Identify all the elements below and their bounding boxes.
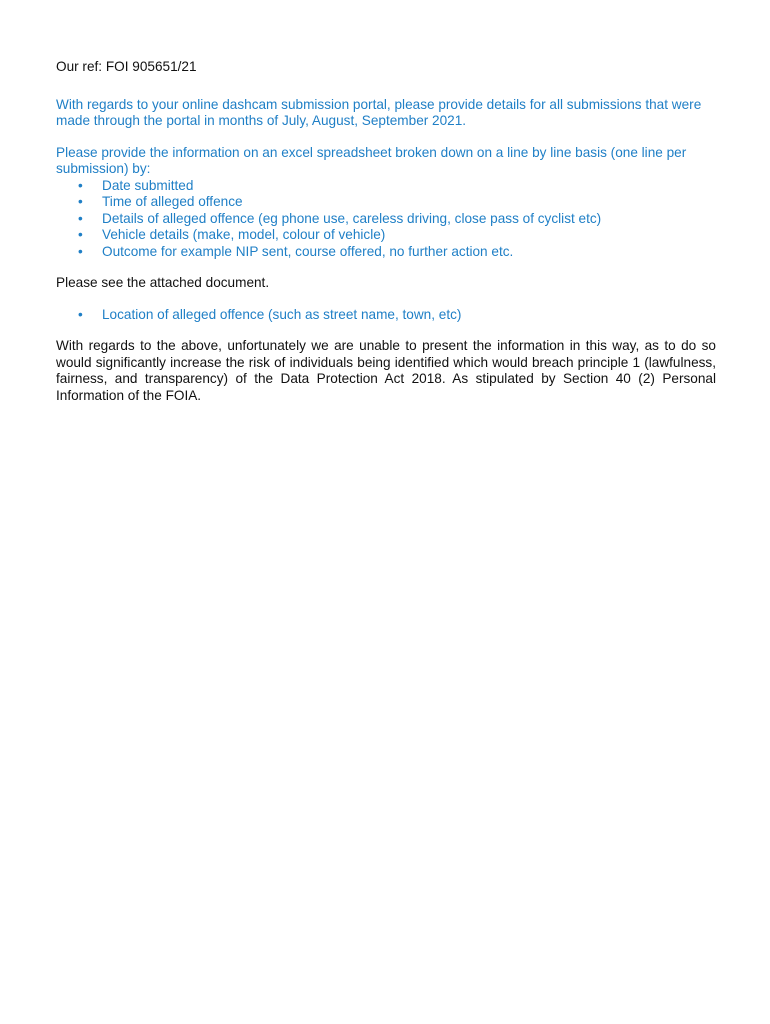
list-item [56, 227, 716, 244]
attached-document-note: Please see the attached document. [56, 275, 270, 290]
list-item [56, 211, 716, 228]
list-item [56, 194, 716, 211]
list-item [56, 178, 716, 195]
bullet-icon: • [78, 177, 83, 193]
request-spreadsheet-paragraph: Please provide the information on an excel spreadsheet broken down on a line by line basis (one line per submission) by: [56, 144, 687, 176]
bullet-icon: • [78, 306, 83, 322]
list-item-text: Date submitted [102, 177, 194, 193]
requested-fields-list [56, 178, 716, 261]
document-page [56, 59, 716, 404]
reference-line: Our ref: FOI 905651/21 [56, 59, 197, 74]
list-item [56, 244, 716, 261]
list-item [56, 307, 716, 324]
location-request-list [56, 307, 716, 324]
list-item-text: Outcome for example NIP sent, course offered, no further action etc. [102, 243, 514, 259]
response-paragraph: With regards to the above, unfortunately we are unable to present the information in this way, as to do so would significantly increase the risk of individuals being identified which would breach principle 1 (lawfulness, fairness, and transparency) of the Data Protection Act 2018. As stipulated by Section 40 (2) Personal Information of the FOIA. [56, 338, 716, 403]
request-intro-paragraph: With regards to your online dashcam submission portal, please provide details for all submissions that were made through the portal in months of July, August, September 2021. [56, 96, 702, 128]
list-item-text: Vehicle details (make, model, colour of vehicle) [102, 227, 386, 242]
bullet-icon: • [78, 227, 83, 242]
bullet-icon: • [78, 210, 83, 226]
bullet-icon: • [78, 194, 83, 209]
bullet-icon: • [78, 243, 83, 259]
list-item-text: Details of alleged offence (eg phone use, careless driving, close pass of cyclist etc) [102, 210, 602, 226]
list-item-text: Time of alleged offence [102, 194, 243, 209]
list-item-text: Location of alleged offence (such as street name, town, etc) [102, 306, 462, 322]
